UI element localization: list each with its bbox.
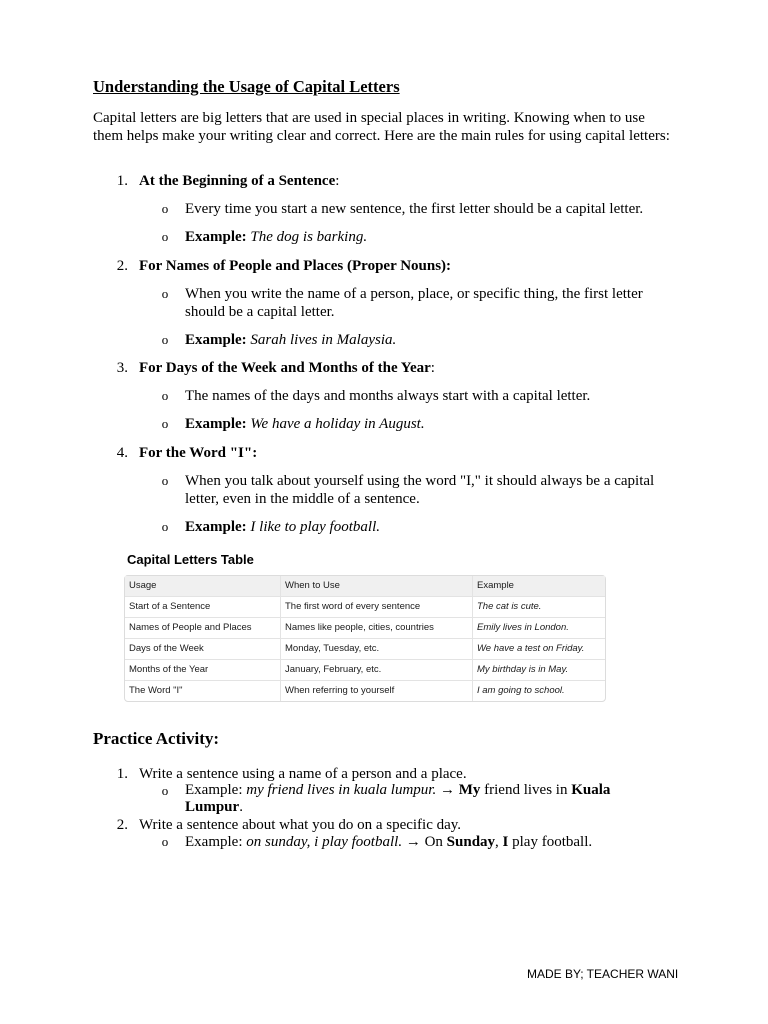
table-header-row <box>125 576 605 597</box>
practice-number: 1. <box>116 766 128 782</box>
rule-example: Example: I like to play football. <box>185 519 380 535</box>
bullet-icon: o <box>161 783 169 798</box>
table-cell: Monday, Tuesday, etc. <box>281 639 473 660</box>
practice-example: Example: on sunday, i play football. → On Sunday, I play football. <box>185 834 593 850</box>
intro-paragraph: Capital letters are big letters that are used in special places in writing. Knowing when to use them helps make your writing clear and correct. Here are the main rules for using capital letters: <box>93 110 670 144</box>
capital-letters-table <box>124 575 606 702</box>
rule-heading: For Days of the Week and Months of the Year: <box>139 360 435 376</box>
practice-example: Example: my friend lives in kuala lumpur. → My friend lives in Kuala Lumpur. <box>185 782 611 815</box>
rule-heading: For the Word "I": <box>139 445 258 461</box>
page-title: Understanding the Usage of Capital Letters <box>93 77 400 96</box>
bullet-icon: o <box>161 332 169 347</box>
practice-task: Write a sentence using a name of a person and a place. <box>139 766 467 782</box>
arrow-icon: → <box>405 834 421 850</box>
bullet-icon: o <box>161 519 169 534</box>
rule-example: Example: We have a holiday in August. <box>185 416 425 432</box>
table-row <box>125 660 605 681</box>
rule-point: The names of the days and months always start with a capital letter. <box>185 388 591 404</box>
table-cell: Start of a Sentence <box>125 597 281 618</box>
rule-number: 2. <box>116 258 128 274</box>
table-header-cell: When to Use <box>281 576 473 597</box>
arrow-icon: → <box>439 782 455 798</box>
table-cell: Emily lives in London. <box>473 618 605 639</box>
bullet-icon: o <box>161 416 169 431</box>
footer-credit: MADE BY; TEACHER WANI <box>527 967 679 981</box>
table-cell: When referring to yourself <box>281 681 473 701</box>
table-row <box>125 618 605 639</box>
table-cell: The cat is cute. <box>473 597 605 618</box>
bullet-icon: o <box>161 201 169 216</box>
table-cell: The first word of every sentence <box>281 597 473 618</box>
bullet-icon: o <box>161 834 169 849</box>
bullet-icon: o <box>161 229 169 244</box>
table-row <box>125 681 605 701</box>
table-cell: Names like people, cities, countries <box>281 618 473 639</box>
table-cell: We have a test on Friday. <box>473 639 605 660</box>
practice-heading: Practice Activity: <box>93 729 220 748</box>
table-cell: January, February, etc. <box>281 660 473 681</box>
table-title: Capital Letters Table <box>127 552 254 567</box>
table-cell: I am going to school. <box>477 685 565 696</box>
rule-number: 1. <box>116 173 128 189</box>
table-row <box>125 639 605 660</box>
bullet-icon: o <box>161 473 169 488</box>
practice-task: Write a sentence about what you do on a specific day. <box>139 817 462 833</box>
table-cell: The Word "I" <box>125 681 281 701</box>
rule-example: Example: The dog is barking. <box>185 229 368 245</box>
bullet-icon: o <box>161 388 169 403</box>
practice-number: 2. <box>116 817 128 833</box>
table-cell: Days of the Week <box>125 639 281 660</box>
table-header-cell: Usage <box>125 576 281 597</box>
rule-point: When you talk about yourself using the word "I," it should always be a capital letter, even in the middle of a sentence. <box>185 473 655 507</box>
rule-point: Every time you start a new sentence, the first letter should be a capital letter. <box>185 201 644 217</box>
table-header-cell: Example <box>473 576 605 597</box>
rule-number: 4. <box>116 445 128 461</box>
table-cell: Names of People and Places <box>125 618 281 639</box>
rule-number: 3. <box>116 360 128 376</box>
table-row <box>125 597 605 618</box>
rule-heading: At the Beginning of a Sentence: <box>139 173 340 189</box>
table-cell: My birthday is in May. <box>473 660 605 681</box>
rule-point: When you write the name of a person, place, or specific thing, the first letter should be a capital letter. <box>185 286 643 320</box>
table-cell: Months of the Year <box>125 660 281 681</box>
rule-heading: For Names of People and Places (Proper Nouns): <box>139 258 452 274</box>
bullet-icon: o <box>161 286 169 301</box>
rule-example: Example: Sarah lives in Malaysia. <box>185 332 397 348</box>
